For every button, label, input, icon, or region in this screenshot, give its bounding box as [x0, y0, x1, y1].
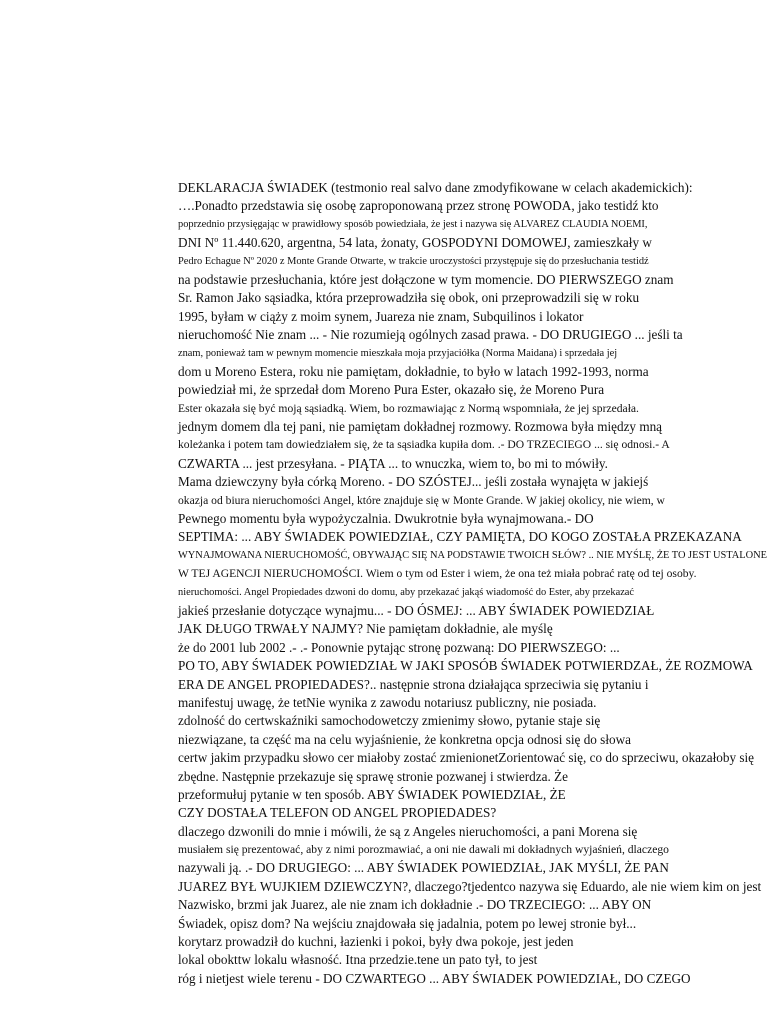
text-line: niezwiązane, ta część ma na celu wyjaśnienie, że konkretna opcja odnosi się do słowa [178, 731, 631, 747]
text-line: znam, ponieważ tam w pewnym momencie mieszkała moja przyjaciółka (Norma Maidana) i sprzedała jej [178, 347, 618, 359]
text-line: Pewnego momentu była wypożyczalnia. Dwukrotnie była wynajmowana.- DO [178, 511, 594, 527]
text-line: okazja od biura nieruchomości Angel, które znajduje się w Monte Grande. W jakiej okolicy, nie wiem, w [178, 493, 665, 507]
text-line: Mama dziewczyny była córką Moreno. - DO SZÓSTEJ... jeśli została wynajęta w jakiejś [178, 474, 649, 490]
text-line: korytarz prowadził do kuchni, łazienki i pokoi, były dwa pokoje, jest jeden [178, 934, 574, 950]
text-line: zdolność do certwskaźniki samochodowetczy zmienimy słowo, pytanie staje się [178, 713, 601, 729]
text-line: nieruchomości. Angel Propiedades dzwoni do domu, aby przekazać jakąś wiadomość do Ester, aby przekazać [178, 586, 635, 598]
text-line: CZY DOSTAŁA TELEFON OD ANGEL PROPIEDADES? [178, 805, 497, 821]
text-line: jakieś przesłanie dotyczące wynajmu... - DO ÓSMEJ: ... ABY ŚWIADEK POWIEDZIAŁ [178, 602, 655, 618]
text-line: PO TO, ABY ŚWIADEK POWIEDZIAŁ W JAKI SPOSÓB ŚWIADEK POTWIERDZAŁ, ŻE ROZMOWA [178, 658, 753, 674]
text-line: W TEJ AGENCJI NIERUCHOMOŚCI. Wiem o tym od Ester i wiem, że ona też miała pobrać ratę od tej osoby. [178, 567, 697, 581]
text-line: Świadek, opisz dom? Na wejściu znajdowała się jadalnia, potem po lewej stronie był... [178, 915, 637, 931]
text-line: koleżanka i potem tam dowiedziałem się, że ta sąsiadka kupiła dom. .- DO TRZECIEGO ... się odnosi.- A [178, 438, 670, 452]
text-line: nieruchomość Nie znam ... - Nie rozumieją ogólnych zasad prawa. - DO DRUGIEGO ... jeśli ta [178, 327, 683, 343]
text-line: na podstawie przesłuchania, które jest dołączone w tym momencie. DO PIERWSZEGO znam [178, 271, 674, 287]
text-line: WYNAJMOWANA NIERUCHOMOŚĆ, OBYWAJĄC SIĘ NA PODSTAWIE TWOICH SŁÓW? .. NIE MYŚLĘ, ŻE TO JEST USTALONE [178, 549, 767, 561]
text-line: nazywali ją. .- DO DRUGIEGO: ... ABY ŚWIADEK POWIEDZIAŁ, JAK MYŚLI, ŻE PAN [178, 860, 669, 876]
text-line: 1995, byłam w ciąży z moim synem, Juareza nie znam, Subquilinos i lokator [178, 308, 584, 324]
text-line: poprzednio przysięgając w prawidłowy sposób powiedziała, że jest i nazywa się ALVAREZ CLAUDIA NOEMI, [178, 218, 648, 230]
testimony-text [178, 179, 768, 988]
text-line: JAK DŁUGO TRWAŁY NAJMY? Nie pamiętam dokładnie, ale myślę [178, 621, 553, 637]
text-line: Sr. Ramon Jako sąsiadka, która przeprowadziła się obok, oni przeprowadzili się w roku [178, 290, 640, 306]
text-line: że do 2001 lub 2002 .- .- Ponownie pytając stronę pozwaną: DO PIERWSZEGO: ... [178, 639, 620, 655]
text-line: CZWARTA ... jest przesyłana. - PIĄTA ... to wnuczka, wiem to, bo mi to mówiły. [178, 455, 608, 471]
text-line: ….Ponadto przedstawia się osobę zaproponowaną przez stronę POWODA, jako testidź kto [178, 198, 659, 214]
text-line: Nazwisko, brzmi jak Juarez, ale nie znam ich dokładnie .- DO TRZECIEGO: ... ABY ON [178, 897, 652, 913]
text-line: Pedro Echague Nº 2020 z Monte Grande Otwarte, w trakcie uroczystości przystępuje się do przesłuchania testidź [178, 255, 649, 267]
text-line: róg i nietjest wiele terenu - DO CZWARTEGO ... ABY ŚWIADEK POWIEDZIAŁ, DO CZEGO [178, 970, 691, 986]
text-line: ERA DE ANGEL PROPIEDADES?.. następnie strona działająca sprzeciwia się pytaniu i [178, 676, 649, 692]
text-line: lokal obokttw lokalu własność. Itna przedzie.tene un pato tył, to jest [178, 952, 538, 968]
text-line: zbędne. Następnie przekazuje się sprawę stronie pozwanej i stwierdza. Że [178, 768, 568, 784]
text-line: przeformułuj pytanie w ten sposób. ABY ŚWIADEK POWIEDZIAŁ, ŻE [178, 786, 566, 802]
text-line: DEKLARACJA ŚWIADEK (testmonio real salvo dane zmodyfikowane w celach akademickich): [178, 180, 693, 195]
text-line: manifestuj uwagę, że tetNie wynika z zawodu notariusz publiczny, nie posiada. [178, 694, 597, 710]
text-line: powiedział mi, że sprzedał dom Moreno Pura Ester, okazało się, że Moreno Pura [178, 382, 605, 398]
text-line: SEPTIMA: ... ABY ŚWIADEK POWIEDZIAŁ, CZY PAMIĘTA, DO KOGO ZOSTAŁA PRZEKAZANA [178, 529, 742, 545]
text-line: DNI Nº 11.440.620, argentna, 54 lata, żonaty, GOSPODYNI DOMOWEJ, zamieszkały w [178, 235, 652, 251]
text-line: musiałem się prezentować, aby z nimi porozmawiać, a oni nie dawali mi dokładnych wyjaśnień, dlaczego [178, 843, 669, 857]
text-line: dom u Moreno Estera, roku nie pamiętam, dokładnie, to było w latach 1992-1993, norma [178, 363, 649, 379]
text-line: JUAREZ BYŁ WUJKIEM DZIEWCZYN?, dlaczego?tjedentco nazywa się Eduardo, ale nie wiem kim on jest [178, 878, 762, 894]
text-line: jednym domem dla tej pani, nie pamiętam dokładnej rozmowy. Rozmowa była między mną [178, 419, 663, 435]
text-line: dlaczego dzwonili do mnie i mówili, że są z Angeles nieruchomości, a pani Morena się [178, 823, 638, 839]
text-line: Ester okazała się być moją sąsiadką. Wiem, bo rozmawiając z Normą wspomniała, że jej sprzedała. [178, 401, 639, 415]
text-line: certw jakim przypadku słowo cer miałoby zostać zmienionetZorientować się, co do sprzeciwu, okazałoby się [178, 750, 755, 766]
